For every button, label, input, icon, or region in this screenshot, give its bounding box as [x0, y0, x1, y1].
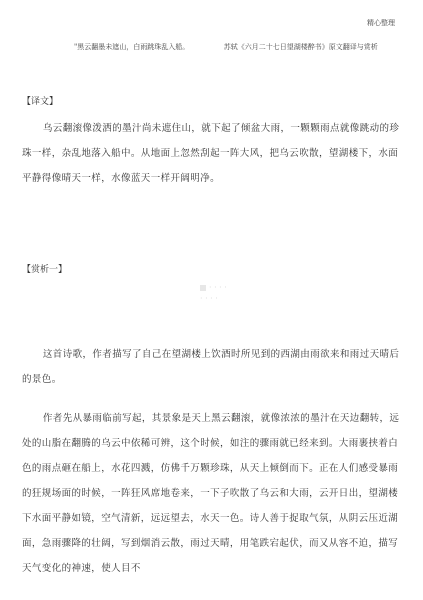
appreciation-paragraph-2: 作者先从暴雨临前写起，其景象是天上黑云翻滚，就像浓浓的墨汁在天边翻转，远处的山脂在翻腾的乌云中依稀可辨，这个时候，如注的骤雨就已经来到。大雨裹挟着白色的雨点砸在船上，水花四溅，仿佛千万颗珍珠，从天上倾倒而下。正在人们感受暴雨的狂规场面的时候，一阵狂风席地卷来，一下子吹散了乌云和大雨，云开日出，望湖楼下水面平静如镜，空气清新，远远望去，水天一色。诗人善于捉取气氛，从阴云压近湖面，急雨骤降的壮阔，写到烟消云散，雨过天晴，用笔跌宕起伏，而又从容不迫，描写天气变化的神速，使人目不 — [22, 413, 400, 574]
header-quote: "黑云翻墨未遮山，白雨跳珠乱入船。 — [74, 43, 190, 51]
faint-watermark — [200, 282, 270, 328]
header-title: 苏轼《六月二十七日望湖楼醉书》原文翻译与赏析 — [223, 43, 378, 51]
appreciation-label: 【赏析一】 — [22, 265, 68, 275]
corner-label: 精心整理 — [367, 19, 395, 27]
translation-label: 【译文】 — [22, 97, 59, 107]
faint-square-icon — [200, 285, 206, 291]
faint-text: · · · · — [209, 283, 227, 292]
faint-text-2: · · · · — [200, 294, 218, 303]
translation-paragraph: 乌云翻滚像泼洒的墨汁尚未遮住山，就下起了倾盆大雨，一颗颗雨点就像跳动的珍珠一样，杂乱地落入船中。从地面上忽然刮起一阵大风，把乌云吹散，望湖楼下，水面平静得像晴天一样，水像蓝天一样开阔明净。 — [22, 123, 400, 184]
appreciation-paragraph-1: 这首诗歌，作者描写了自己在望湖楼上饮酒时所见到的西湖由雨欲来和雨过天晴后的景色。 — [22, 349, 400, 385]
document-header — [74, 42, 378, 52]
